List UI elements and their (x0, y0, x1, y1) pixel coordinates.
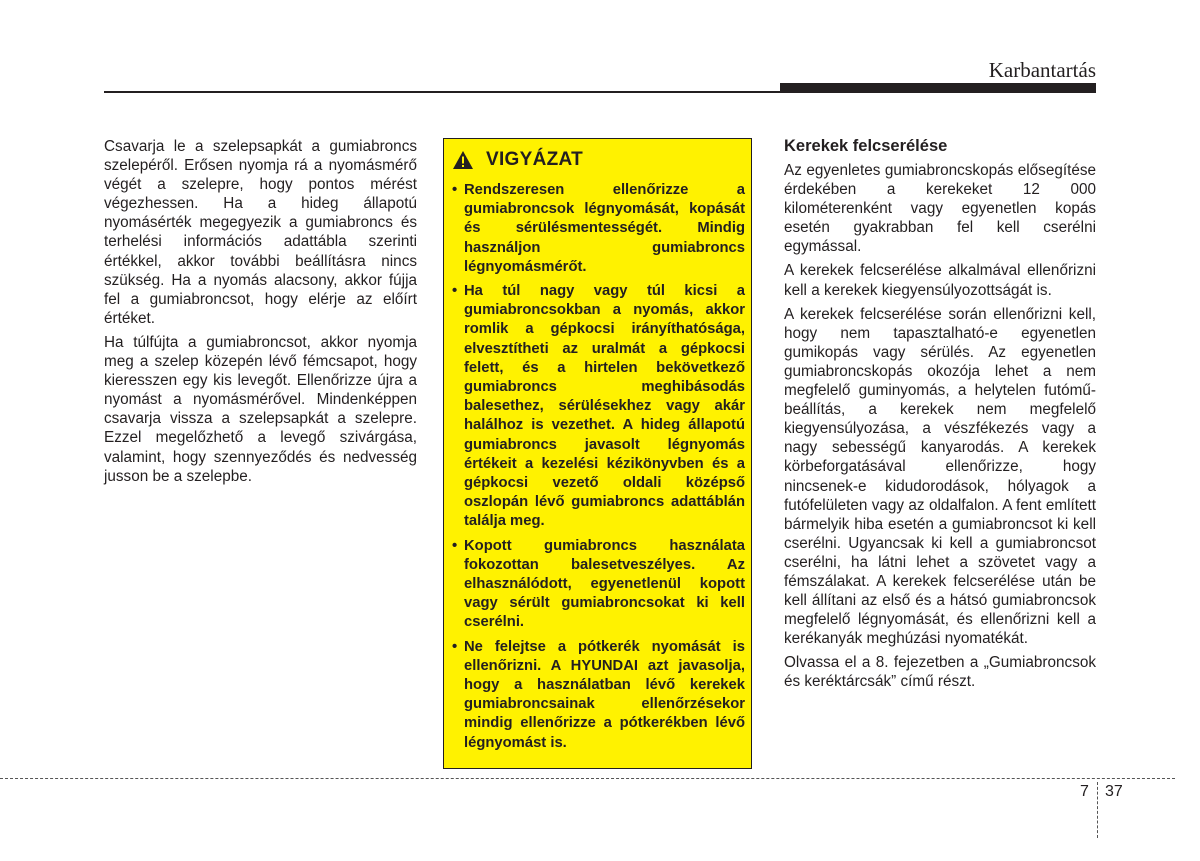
warning-item-text: Rendszeresen ellenőrizze a gumiabroncsok légnyomását, kopását és sérülésmentességét. Mindig használjon gumiabroncs légnyomásmérőt. (464, 182, 745, 275)
warning-item-text: Kopott gumiabroncs használata fokozottan balesetveszélyes. Az elhasználódott, egyenetlenül kopott vagy sérült gumiabroncsokat ki kell cserélni. (464, 537, 745, 631)
body-paragraph: A kerekek felcserélése alkalmával ellenőrizni kell a kerekek kiegyensúlyozottságát is. (784, 262, 1096, 299)
footer-dashed-divider (1097, 782, 1098, 838)
body-paragraph: Csavarja le a szelepsapkát a gumiabroncs szelepéről. Erősen nyomja rá a nyomásmérő végét a szelepre, hogy pontos mérést végezhessen. Ha a hideg állapotú nyomásérték megegyezik a gumiabroncs és terhelési információs adattábla szerinti értékkel, akkor további beállításra nincs szükség. Ha a nyomás alacsony, akkor fújja fel a gumiabroncsot, hogy elérje az előírt értéket. (104, 138, 417, 327)
warning-item (452, 537, 745, 633)
bullet: • (452, 638, 458, 655)
footer-dashed-rule (0, 778, 1175, 779)
bullet: • (452, 537, 458, 554)
warning-item-text: Ne felejtse a pótkerék nyomását is ellenőrizni. A HYUNDAI azt javasolja, hogy a használatban lévő kerekek gumiabroncsainak ellenőrzésekor mindig ellenőrizze a pótkerékben lévő légnyomást is. (464, 638, 745, 751)
page-header-title: Karbantartás (988, 58, 1096, 82)
warning-item (452, 638, 745, 753)
warning-box (443, 138, 752, 769)
chapter-number: 7 (1080, 783, 1089, 800)
warning-item-text: Ha túl nagy vagy túl kicsi a gumiabroncsokban a nyomás, akkor romlik a gépkocsi irányíthatósága, elvesztítheti az uralmát a gépkocsi felett, és a hirtelen bekövetkező gumiabroncs meghibásodás balesethez, sérülésekhez vagy akár halálhoz is vezethet. A hideg állapotú gumiabroncs javasolt légnyomás értékeit a kezelési kézikönyvben és a gépkocsi vezető oldali középső oszlopán lévő gumiabroncs adattáblán találja meg. (464, 283, 745, 530)
warning-triangle-icon (452, 150, 474, 170)
warning-list (452, 181, 745, 753)
bullet: • (452, 283, 458, 300)
body-paragraph: Az egyenletes gumiabroncskopás elősegítése érdekében a kerekeket 12 000 kilométerenként vagy egyenetlen kopás esetén gyakrabban fel kell cserélni egymással. (784, 162, 1096, 256)
body-paragraph: A kerekek felcserélése során ellenőrizni kell, hogy nem tapasztalható-e egyenetlen gumikopás vagy sérülés. Az egyenetlen gumiabroncskopás okozója lehet a nem megfelelő guminyomás, a helytelen futómű-beállítás, a kerekek nem megfelelő kiegyensúlyozása, a vészfékezés vagy a nagy sebességű kanyarodás. A kerekek körbeforgatásával ellenőrizze, hogy nincsenek-e kidudorodások, hólyagok a futófelületen vagy az oldalfalon. A fent említett bármelyik hiba esetén a gumiabroncsot ki kell cserélni. Ugyancsak ki kell a gumiabroncsot cserélni, ha látni lehet a szövetet vagy a fémszálakat. A kerekek felcserélése után be kell állítani az első és a hátsó gumiabroncsok megfelelő légnyomását, és ellenőrizni kell a kerékanyák meghúzási nyomatékát. (784, 305, 1096, 648)
header-rule-thin (104, 91, 784, 93)
section-title: Kerekek felcserélése (784, 137, 948, 155)
body-paragraph: Olvassa el a 8. fejezetben a „Gumiabroncsok és keréktárcsák” című részt. (784, 654, 1096, 691)
warning-item (452, 181, 745, 277)
header-rule-thick (780, 83, 1096, 93)
right-column (784, 161, 1096, 697)
page-number: 37 (1105, 783, 1123, 800)
left-column (104, 137, 417, 491)
warning-header (452, 147, 745, 173)
warning-title: VIGYÁZAT (486, 149, 584, 170)
body-paragraph: Ha túlfújta a gumiabroncsot, akkor nyomja meg a szelep közepén lévő fémcsapot, hogy kieresszen egy kis levegőt. Ellenőrizze újra a nyomást a nyomásmérővel. Mindenképpen csavarja vissza a szelepsapkát a szelepre. Ezzel megelőzhető a levegő szivárgása, valamint, hogy szennyeződés és nedvesség jusson be a szelepbe. (104, 333, 417, 485)
bullet: • (452, 182, 458, 198)
warning-item (452, 282, 745, 532)
